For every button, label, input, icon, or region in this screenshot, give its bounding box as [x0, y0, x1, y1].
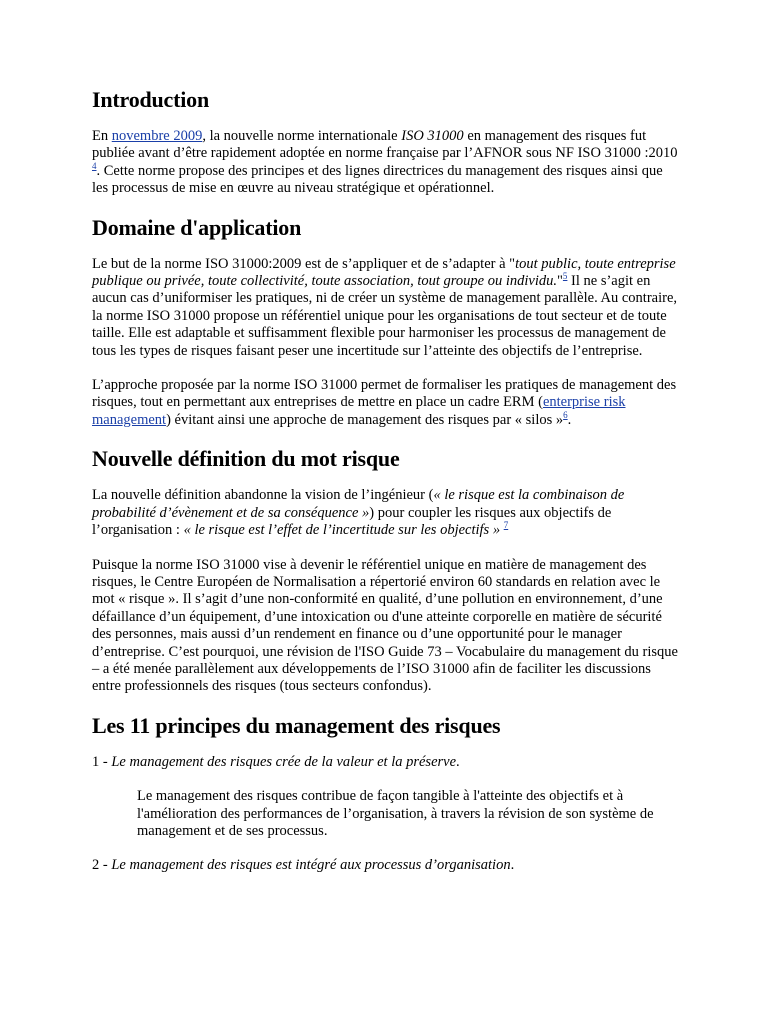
heading-introduction: Introduction	[92, 87, 209, 112]
italic-text: « le risque est l’effet de l’incertitude sur les objectifs »	[183, 522, 501, 539]
definition-paragraph-1	[92, 487, 682, 539]
text-run: ) évitant ainsi une approche de management des risques par « silos »	[166, 411, 564, 428]
heading-definition: Nouvelle définition du mot risque	[92, 446, 400, 472]
item-number: 2 -	[92, 857, 112, 874]
link-novembre-2009[interactable]: novembre 2009	[111, 128, 203, 144]
intro-paragraph	[92, 128, 682, 198]
italic-text: ISO 31000	[401, 128, 464, 144]
text-run: .	[567, 411, 572, 428]
item-number: 1 -	[92, 753, 112, 770]
definition-paragraph-2: Puisque la norme ISO 31000 vise à devenir le référentiel unique en matière de management des risques, le Centre Européen de Normalisation a répertorié environ 60 standards en relation avec le mot « risque ». Il s’agit d’une non-conformité en qualité, d’une pollution en environnement, d’une défaillance d’un équipement, d’une intoxication ou d'une atteinte corporelle en matière de sécurité des personnes, mais aussi d’un rendement en finance ou d’une opportunité pour le manager d’entreprise. C’est pourquoi, une révision de l'ISO Guide 73 – Vocabulaire du management du risque – a été menée parallèlement aux développements de l’ISO 31000 afin de faciliter les discussions entre professionnels des risques (tous secteurs confondus).	[92, 556, 678, 695]
text-run: en management des risques fut publiée avant d’être rapidement adoptée en norme française par l’AFNOR sous NF ISO 31000 :2010	[92, 128, 678, 162]
principle-description-1: Le management des risques contribue de façon tangible à l'atteinte des objectifs et à l'amélioration des performances de l’organisation, à travers la révision de son système de management et de ses processus.	[137, 788, 654, 839]
text-run: "	[556, 273, 563, 290]
heading-domaine: Domaine d'application	[92, 214, 302, 240]
principle-item-2	[92, 857, 682, 874]
text-run: Il ne s’agit en aucun cas d’uniformiser les pratiques, ni de créer un système de management parallèle. Au contraire, la norme ISO 31000 propose un référentiel unique pour les organisations de tout secteur et de toute taille. Elle est adaptable et suffisamment flexible pour harmoniser les processus de management de tous les types de risques faisant peser une incertitude sur l’atteinte des objectifs de l’entreprise.	[92, 273, 678, 359]
text-run: . Cette norme propose des principes et des lignes directrices du management des risques ainsi que les processus de mise en œuvre au niveau stratégique et opérationnel.	[92, 162, 663, 197]
italic-text: « le risque est la combinaison de probabilité d’évènement et de sa conséquence »	[92, 487, 625, 521]
text-run: En	[92, 128, 112, 144]
domaine-paragraph-2	[92, 377, 682, 429]
principle-title: Le management des risques est intégré aux processus d’organisation	[111, 857, 511, 874]
footnote-ref	[504, 520, 509, 530]
domaine-paragraph-1	[92, 256, 682, 360]
principle-title: Le management des risques crée de la valeur et la préserve	[111, 753, 457, 770]
document-page	[92, 80, 682, 875]
text-run: L’approche proposée par la norme ISO 31000 permet de formaliser les pratiques de management des risques, tout en permettant aux entreprises de mettre en place un cadre ERM (	[92, 377, 677, 411]
text-run: , la nouvelle norme internationale	[202, 128, 402, 144]
text-run: .	[510, 857, 515, 874]
footnote-link-5[interactable]: 5	[562, 271, 568, 282]
link-enterprise-risk-management[interactable]: enterprise risk management	[92, 394, 626, 428]
italic-text: tout public, toute entreprise publique ou privée, toute collectivité, toute association, tout groupe ou individu.	[92, 255, 676, 290]
principle-item-1	[92, 754, 682, 771]
text-run: .	[456, 753, 460, 770]
text-run: Le but de la norme ISO 31000:2009 est de s’appliquer et de s’adapter à "	[92, 255, 516, 272]
text-run: ) pour coupler les risques aux objectifs de l’organisation :	[92, 504, 612, 539]
footnote-link-6[interactable]: 6	[563, 410, 568, 421]
footnote-link-7[interactable]: 7	[503, 520, 509, 531]
heading-principes: Les 11 principes du management des risques	[92, 712, 501, 738]
footnote-link-4[interactable]: 4	[92, 160, 97, 171]
text-run: La nouvelle définition abandonne la vision de l’ingénieur (	[92, 487, 434, 504]
